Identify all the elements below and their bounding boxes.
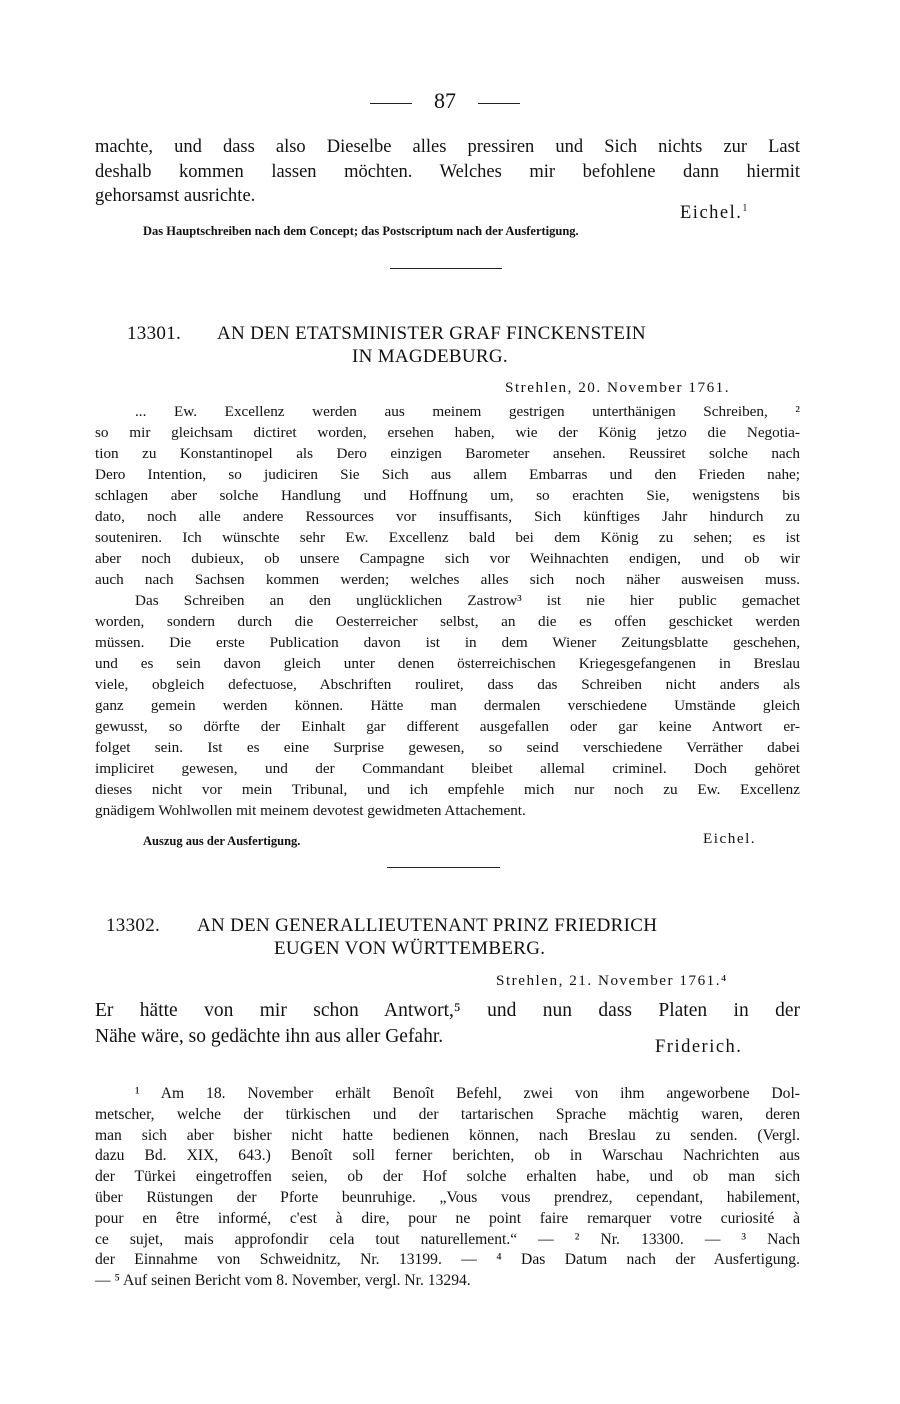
text-line: Dero Intention, so judiciren Sie Sich aus allem Embarras und den Frieden nahe; [95, 466, 800, 483]
footnote-line: der Türkei eingetroffen seien, ob der Hof solche erhalten habe, und ob man sich [95, 1168, 800, 1186]
text-line: aber noch dubieux, ob unsere Campagne sich vor Weihnachten endigen, und ob wir [95, 550, 800, 567]
place-date: Strehlen, 20. November 1761. [505, 379, 731, 396]
text-line: gnädigem Wohlwollen mit meinem devotest gewidmeten Attachement. [95, 802, 526, 819]
text-line: müssen. Die erste Publication davon ist in dem Wiener Zeitungsblatte geschehen, [95, 634, 800, 651]
text-line: souteniren. Ich wünschte sehr Ew. Excellenz bald bei dem König zu sehen; es ist [95, 529, 800, 546]
text-line: deshalb kommen lassen möchten. Welches mir befohlene dann hiermit [95, 161, 800, 182]
footnote-line: dazu Bd. XIX, 643.) Benoît soll ferner berichten, ob in Warschau Nachrichten aus [95, 1147, 800, 1165]
text-line: machte, und dass also Dieselbe alles pressiren und Sich nichts zur Last [95, 137, 800, 157]
divider [387, 867, 500, 868]
footnote-line: metscher, welche der türkischen und der tartarischen Sprache mächtig waren, deren [95, 1105, 800, 1123]
text-line: so mir gleichsam dictiret worden, ersehen haben, wie der König jetzo die Negotia- [95, 424, 800, 441]
text-line: gehorsamst ausrichte. [95, 186, 256, 206]
place-date: Strehlen, 21. November 1761.⁴ [496, 972, 728, 989]
text-line: gewusst, so dörfte der Einhalt gar different ausgefallen oder gar keine Antwort er- [95, 718, 800, 735]
letter-body [95, 401, 800, 821]
text-line: Er hätte von mir schon Antwort,⁵ und nun dass Platen in der [95, 1000, 800, 1021]
footnote-ref: 1 [742, 203, 749, 214]
divider [390, 268, 502, 269]
text-line: auch nach Sachsen kommen werden; welches alles sich noch näher ausweisen muss. [95, 571, 800, 588]
letter-number: 13301. [127, 323, 182, 344]
signature-friderich: Friderich. [655, 1037, 743, 1057]
letter-heading-line2: IN MAGDEBURG. [352, 346, 508, 367]
text-line: dato, noch alle andere Ressources vor insuffisants, Sich künftiges Jahr hindurch zu [95, 508, 800, 525]
footnote-line: ce sujet, mais approfondir cela tout naturellement.“ — ² Nr. 13300. — ³ Nach [95, 1230, 800, 1248]
page-number-dash-right [478, 103, 520, 104]
text-line: dieses nicht vor mein Tribunal, und ich empfehle mich nur noch zu Ew. Excellenz [95, 781, 800, 798]
source-note: Das Hauptschreiben nach dem Concept; das Postscriptum nach der Ausfertigung. [143, 224, 579, 238]
text-line: worden, sondern durch die Oesterreicher selbst, an die es offen geschicket werden [95, 613, 800, 630]
text-line: tion zu Konstantinopel als Dero einzigen Barometer ansehen. Reussiret solche nach [95, 445, 800, 462]
text-line: Nähe wäre, so gedächte ihn aus aller Gefahr. [95, 1026, 444, 1047]
footnotes [95, 1084, 800, 1292]
letter-heading-line1: AN DEN GENERALLIEUTENANT PRINZ FRIEDRICH [197, 915, 658, 936]
text-line: ... Ew. Excellenz werden aus meinem gestrigen unterthänigen Schreiben, ² [135, 403, 800, 420]
signature-eichel-1 [680, 197, 749, 226]
page-number: 87 [434, 88, 456, 113]
text-line: Das Schreiben an den unglücklichen Zastrow³ ist nie hier public gemachet [135, 592, 800, 609]
text-line: impliciret gewesen, und der Commandant bleibet allemal criminel. Doch gehöret [95, 760, 800, 777]
text-line: viele, obgleich defectuose, Abschriften rouliret, dass das Schreiben nicht anders als [95, 676, 800, 693]
footnote-line: pour en être informé, c'est à dire, pour ne point faire remarquer votre curiosité à [95, 1209, 800, 1227]
page-number-line [370, 88, 520, 118]
footnote-line: — ⁵ Auf seinen Bericht vom 8. November, vergl. Nr. 13294. [95, 1272, 471, 1290]
letter-heading-line2: EUGEN VON WÜRTTEMBERG. [274, 938, 546, 959]
footnote-line: ¹ Am 18. November erhält Benoît Befehl, zwei von ihm angeworbene Dol- [135, 1085, 800, 1102]
text-line: ganz gemein werden können. Hätte man dermalen verschiedene Umstände gleich [95, 697, 800, 714]
footnote-line: über Rüstungen der Pforte beunruhige. „Vous vous prendrez, cependant, habilement, [95, 1188, 800, 1206]
signature-eichel-2: Eichel. [703, 830, 757, 847]
text-line: folget sein. Ist es eine Surprise gewesen, so seind verschiedene Verräther dabei [95, 739, 800, 756]
text-line: und es sein davon gleich unter denen österreichischen Kriegesgefangenen in Breslau [95, 655, 800, 672]
footnote-line: man sich aber bisher nicht hatte bedienen können, nach Breslau zu senden. (Vergl. [95, 1126, 800, 1144]
text-line: schlagen aber solche Handlung und Hoffnung um, so erachten Sie, wenigstens bis [95, 487, 800, 504]
footnote-line: der Einnahme von Schweidnitz, Nr. 13199. — ⁴ Das Datum nach der Ausfertigung. [95, 1251, 800, 1269]
signature-text: Eichel. [680, 203, 743, 224]
letter-number: 13302. [106, 915, 161, 936]
letter-heading-line1: AN DEN ETATSMINISTER GRAF FINCKENSTEIN [217, 323, 646, 344]
source-note: Auszug aus der Ausfertigung. [143, 834, 301, 848]
